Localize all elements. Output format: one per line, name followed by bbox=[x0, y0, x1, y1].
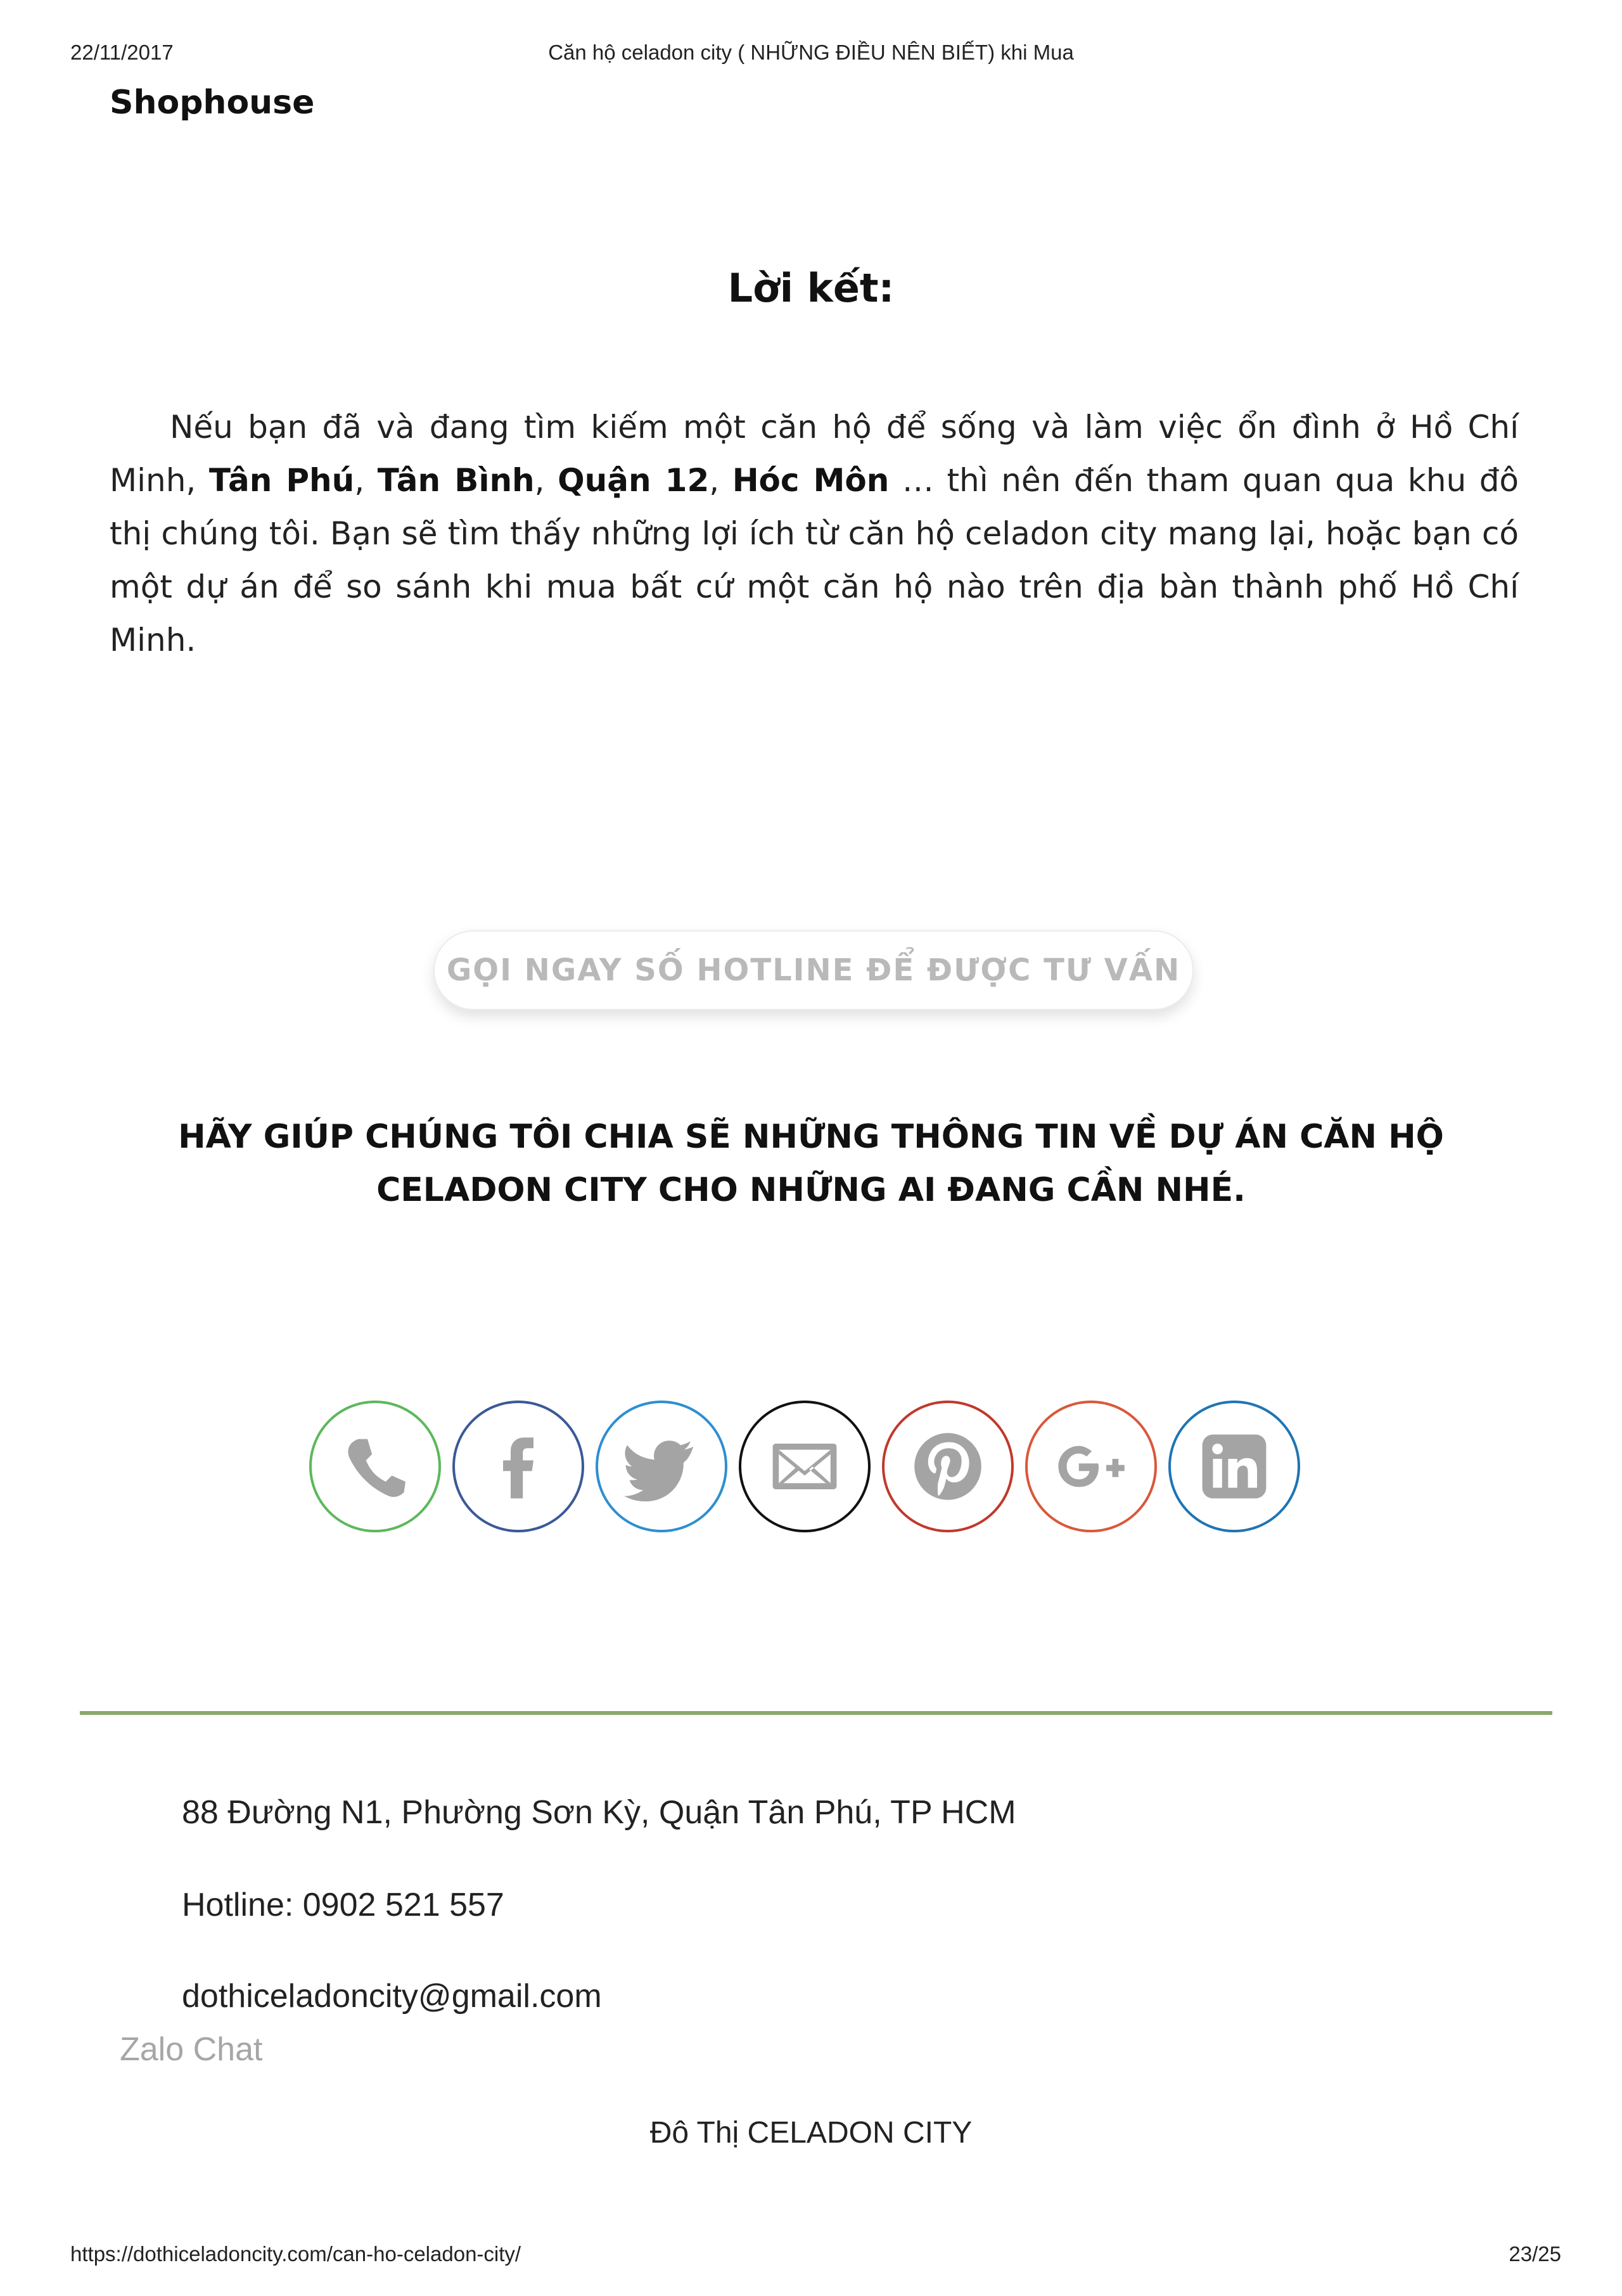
share-phone-button[interactable] bbox=[309, 1401, 441, 1532]
share-twitter-button[interactable] bbox=[596, 1401, 727, 1532]
closing-heading: Lời kết: bbox=[727, 265, 895, 311]
share-email-button[interactable] bbox=[739, 1401, 871, 1532]
district-quan-12: Quận 12 bbox=[558, 462, 710, 499]
twitter-icon bbox=[623, 1428, 699, 1504]
hotline-text: Hotline: 0902 521 557 bbox=[182, 1887, 504, 1923]
footer-divider bbox=[80, 1711, 1552, 1715]
share-google-plus-button[interactable] bbox=[1025, 1401, 1157, 1532]
share-facebook-button[interactable] bbox=[452, 1401, 584, 1532]
closing-paragraph: Nếu bạn đã và đang tìm kiếm một căn hộ để sống và làm việc ổn đình ở Hồ Chí Minh, Tân Phú, Tân Bình, Quận 12, Hóc Môn … thì nên đến tham quan qua khu đô thị chúng tôi. Bạn sẽ tìm thấy những lợi ích từ căn hộ celadon city mang lại, hoặc bạn có một dự án để so sánh khi mua bất cứ một căn hộ nào trên địa bàn thành phố Hồ Chí Minh. bbox=[110, 409, 1519, 658]
share-linkedin-button[interactable] bbox=[1168, 1401, 1300, 1532]
page-number: 23/25 bbox=[1509, 2242, 1561, 2266]
district-tan-phu: Tân Phú bbox=[208, 462, 355, 499]
email-icon bbox=[767, 1428, 843, 1504]
address-text: 88 Đường N1, Phường Sơn Kỳ, Quận Tân Phú, TP HCM bbox=[182, 1794, 1016, 1831]
phone-icon bbox=[337, 1428, 413, 1504]
site-name: Đô Thị CELADON CITY bbox=[649, 2116, 973, 2150]
pinterest-icon bbox=[910, 1428, 986, 1504]
google-plus-icon bbox=[1053, 1428, 1129, 1504]
share-icons-row bbox=[309, 1401, 1300, 1535]
district-tan-binh: Tân Bình bbox=[377, 462, 535, 499]
page-header-title: Căn hộ celadon city ( NHỮNG ĐIỀU NÊN BIẾT) khi Mua bbox=[548, 41, 1074, 64]
district-hoc-mon: Hóc Môn bbox=[732, 462, 890, 499]
zalo-chat-button[interactable]: Zalo Chat bbox=[120, 2031, 263, 2068]
share-pinterest-button[interactable] bbox=[882, 1401, 1014, 1532]
facebook-icon bbox=[480, 1428, 556, 1504]
hotline-cta-button[interactable]: GỌI NGAY SỐ HOTLINE ĐỂ ĐƯỢC TƯ VẤN bbox=[433, 930, 1194, 1010]
share-prompt: HÃY GIÚP CHÚNG TÔI CHIA SẼ NHỮNG THÔNG TIN VỀ DỰ ÁN CĂN HỘ CELADON CITY CHO NHỮNG AI ĐANG CẦN NHÉ. bbox=[178, 1118, 1444, 1209]
email-link[interactable]: dothiceladoncity@gmail.com bbox=[182, 1978, 602, 2015]
linkedin-icon bbox=[1196, 1428, 1272, 1504]
print-date: 22/11/2017 bbox=[70, 41, 174, 64]
shophouse-label: Shophouse bbox=[110, 84, 315, 122]
page-url: https://dothiceladoncity.com/can-ho-celadon-city/ bbox=[70, 2242, 521, 2266]
